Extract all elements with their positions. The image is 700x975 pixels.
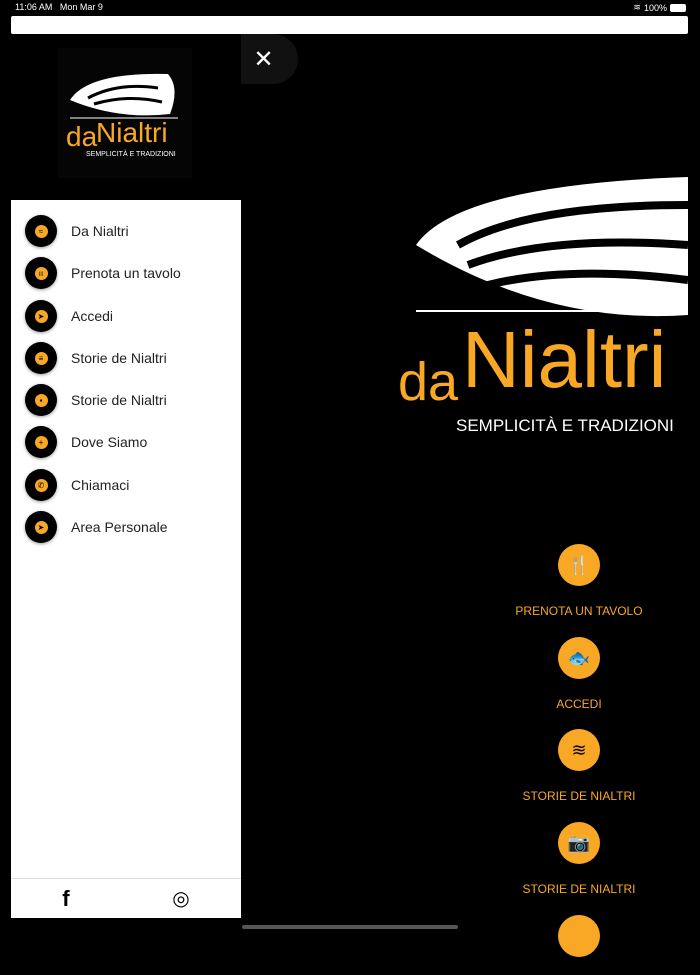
fish-icon: ➤ (25, 511, 57, 543)
menu-item-prenota[interactable]: ıı Prenota un tavolo (11, 252, 241, 294)
menu-item-accedi[interactable]: ➤ Accedi (11, 295, 241, 337)
menu-item-storie-1[interactable]: ≡ Storie de Nialtri (11, 337, 241, 379)
fish-icon: 🐟 (558, 637, 600, 679)
action-next-partial[interactable] (500, 915, 658, 975)
instagram-icon[interactable]: ◎ (172, 888, 190, 910)
drawer-footer (11, 878, 241, 918)
svg-text:da: da (66, 121, 98, 152)
svg-text:Nialtri: Nialtri (96, 117, 168, 148)
fish-plate-icon: ≋ (558, 729, 600, 771)
close-icon: ✕ (253, 45, 274, 73)
action-prenota[interactable]: 🍴 PRENOTA UN TAVOLO (500, 544, 658, 618)
svg-text:SEMPLICITÀ E TRADIZIONI: SEMPLICITÀ E TRADIZIONI (456, 416, 674, 435)
phone-icon: ✆ (25, 469, 57, 501)
menu-item-area-personale[interactable]: ➤ Area Personale (11, 506, 241, 548)
camera-icon: 📷 (558, 822, 600, 864)
battery-percent: 100% (643, 2, 667, 13)
facebook-icon[interactable]: f (62, 885, 70, 911)
logo-icon: ≈ (25, 215, 57, 247)
fish-icon: ➤ (25, 300, 57, 332)
home-indicator[interactable] (242, 925, 458, 929)
camera-icon: ▪ (25, 384, 57, 416)
fish-plate-icon: ≡ (25, 342, 57, 374)
wifi-icon: ≋ (633, 2, 641, 12)
fork-knife-icon: ıı (25, 257, 57, 289)
top-bar (11, 16, 688, 34)
menu-item-da-nialtri[interactable]: ≈ Da Nialtri (11, 210, 241, 252)
menu-item-chiamaci[interactable]: ✆ Chiamaci (11, 464, 241, 506)
svg-text:Nialtri: Nialtri (462, 315, 667, 404)
main-logo (398, 175, 688, 445)
close-button[interactable] (241, 34, 298, 84)
svg-text:da: da (398, 352, 459, 412)
action-storie-1[interactable]: ≋ STORIE DE NIALTRI (500, 729, 658, 803)
action-storie-2[interactable]: 📷 STORIE DE NIALTRI (500, 822, 658, 896)
action-accedi[interactable]: 🐟 ACCEDI (500, 637, 658, 711)
battery-icon (670, 4, 686, 12)
status-bar (0, 0, 700, 16)
side-drawer (11, 200, 241, 918)
menu-item-storie-2[interactable]: ▪ Storie de Nialtri (11, 379, 241, 421)
menu-item-dove-siamo[interactable]: + Dove Siamo (11, 421, 241, 463)
compass-icon: + (25, 426, 57, 458)
fork-knife-icon: 🍴 (558, 544, 600, 586)
drawer-logo (58, 48, 192, 178)
svg-text:SEMPLICITÀ E TRADIZIONI: SEMPLICITÀ E TRADIZIONI (86, 151, 176, 158)
status-time: 11:06 AM Mon Mar 9 (15, 2, 103, 12)
